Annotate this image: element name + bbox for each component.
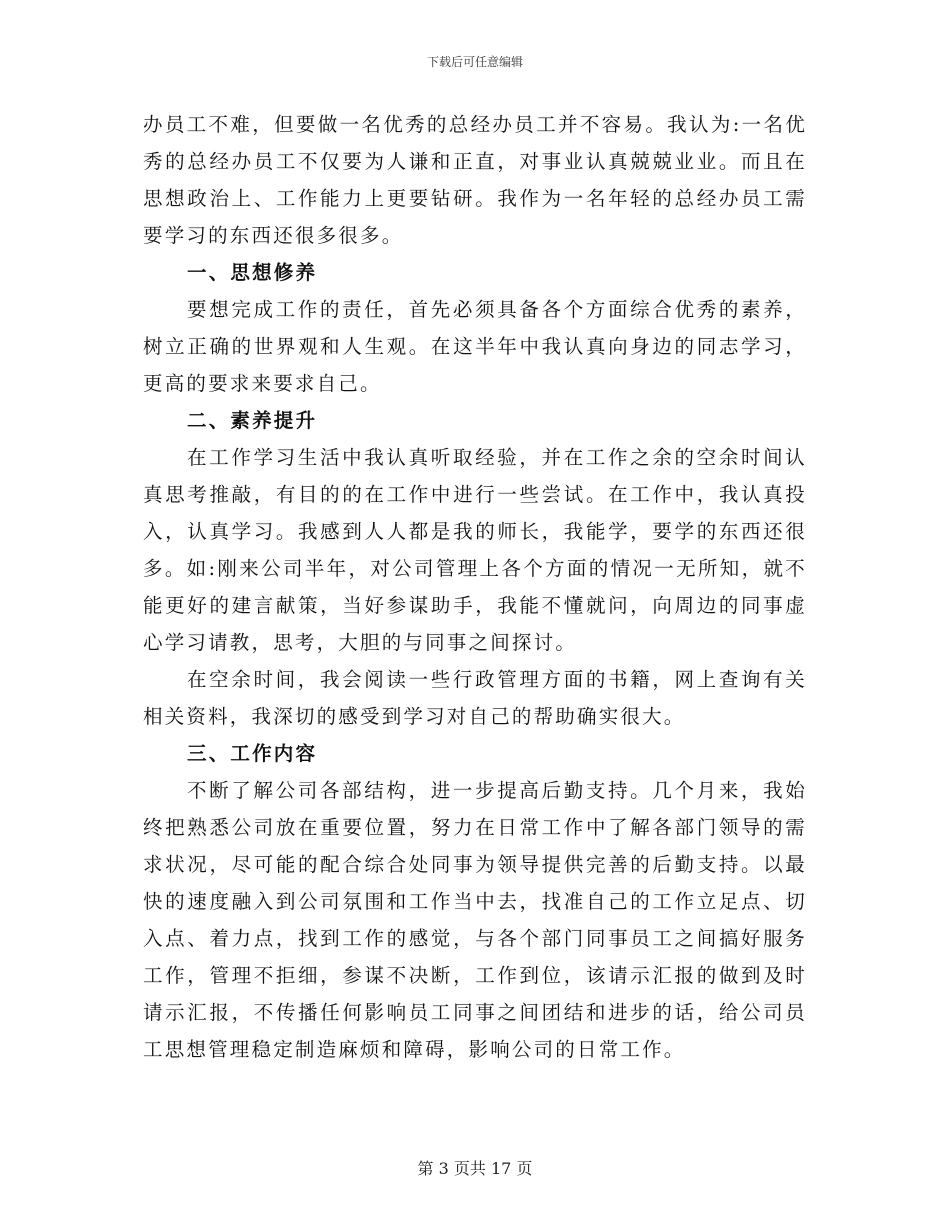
- section-heading-1: 一、思想修养: [187, 261, 318, 284]
- page-header: 下载后可任意编辑: [426, 55, 523, 69]
- document-body: [143, 106, 807, 1068]
- section-heading-3: 三、工作内容: [187, 742, 318, 765]
- paragraph-3: 在空余时间，我会阅读一些行政管理方面的书籍，网上查询有关相关资料，我深切的感受到学习对自己的帮助确实很大。: [143, 668, 807, 728]
- paragraph-2: 在工作学习生活中我认真听取经验，并在工作之余的空余时间认真思考推敲，有目的的在工作中进行一些尝试。在工作中，我认真投入，认真学习。我感到人人都是我的师长，我能学，要学的东西还很多。如:刚来公司半年，对公司管理上各个方面的情况一无所知，就不能更好的建言献策，当好参谋助手，我能不懂就问，向周边的同事虚心学习请教，思考，大胆的与同事之间探讨。: [143, 446, 807, 654]
- section-heading-2: 二、素养提升: [187, 409, 318, 432]
- paragraph-4: 不断了解公司各部结构，进一步提高后勤支持。几个月来，我始终把熟悉公司放在重要位置，努力在日常工作中了解各部门领导的需求状况，尽可能的配合综合处同事为领导提供完善的后勤支持。以最快的速度融入到公司氛围和工作当中去，找准自己的工作立足点、切入点、着力点，找到工作的感觉，与各个部门同事员工之间搞好服务工作，管理不拒细，参谋不决断，工作到位，该请示汇报的做到及时请示汇报，不传播任何影响员工同事之间团结和进步的话，给公司员工思想管理稳定制造麻烦和障碍，影响公司的日常工作。: [143, 779, 807, 1061]
- paragraph-intro: 办员工不难，但要做一名优秀的总经办员工并不容易。我认为:一名优秀的总经办员工不仅要为人谦和正直，对事业认真兢兢业业。而且在思想政治上、工作能力上更要钻研。我作为一名年轻的总经办员工需要学习的东西还很多很多。: [143, 113, 807, 247]
- paragraph-1: 要想完成工作的责任，首先必须具备各个方面综合优秀的素养，树立正确的世界观和人生观。在这半年中我认真向身边的同志学习，更高的要求来要求自己。: [143, 298, 807, 395]
- page-footer: 第 3 页共 17 页: [417, 1159, 533, 1178]
